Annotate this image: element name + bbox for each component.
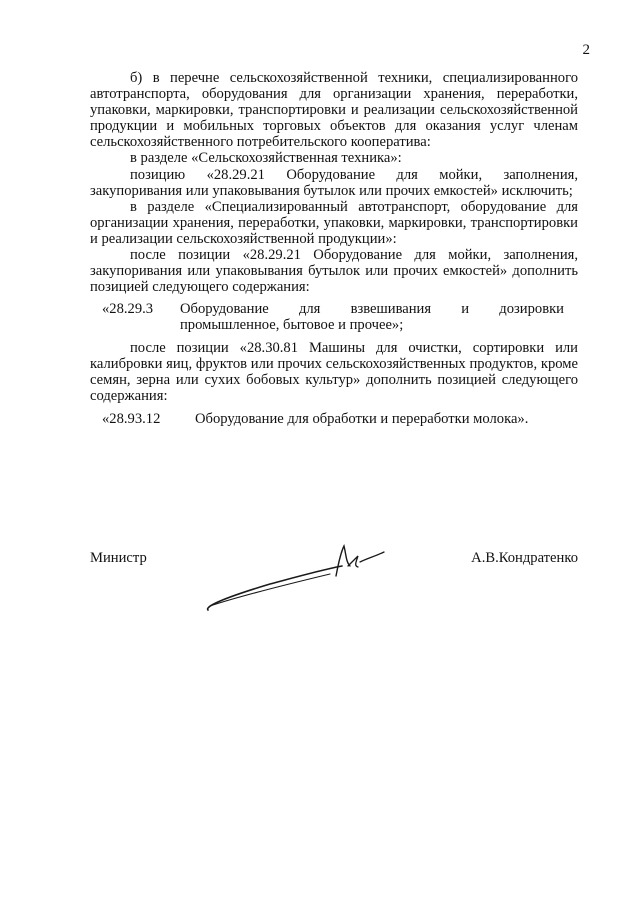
document-body — [90, 70, 578, 427]
position-description — [180, 301, 578, 333]
signatory-title: Министр — [90, 550, 147, 566]
signatory-name: А.В.Кондратенко — [471, 550, 578, 566]
paragraph-after-position-28-30-81: после позиции «28.30.81 Машины для очистки, сортировки или калибровки яиц, фруктов или прочих сельскохозяйственных продуктов, кроме семян, зерна или сухих бобовых культур» дополнить позицией следующего содержания: — [90, 339, 578, 404]
handwritten-signature-icon — [200, 536, 390, 616]
paragraph-section-special-transport: в разделе «Специализированный автотранспорт, оборудование для организации хранения, переработки, упаковки, маркировки, транспортировки и реализации сельскохозяйственной продукции»: — [90, 198, 578, 247]
position-code: «28.29.3 — [102, 301, 154, 318]
position-description: Оборудование для обработки и переработки молока». — [195, 410, 529, 427]
position-code: «28.93.12 — [102, 410, 161, 427]
paragraph-list-intro: б) в перечне сельскохозяйственной техники, специализированного автотранспорта, оборудования для организации хранения, переработки, упаковки, маркировки, транспортировки и реализации сельскохозяйственной продукции и мобильных торговых объектов для оказания услуг членам сельскохозяйственного потребительского кооператива: — [90, 70, 578, 151]
paragraph-exclude-position: позицию «28.29.21 Оборудование для мойки, заполнения, закупоривания или упаковывания бутылок или прочих емкостей» исключить; — [90, 166, 578, 199]
paragraph-after-position-28-29-21: после позиции «28.29.21 Оборудование для мойки, заполнения, закупоривания или упаковывания бутылок или прочих емкостей» дополнить позицией следующего содержания: — [90, 247, 578, 296]
new-position-entry-2 — [102, 411, 578, 427]
position-description-line: промышленное, бытовое и прочее»; — [180, 317, 404, 334]
position-description-line: Оборудование для взвешивания и дозировки — [180, 301, 564, 318]
page-number: 2 — [582, 42, 590, 58]
new-position-entry-1 — [102, 301, 578, 333]
paragraph-section-agri-machinery: в разделе «Сельскохозяйственная техника»: — [130, 150, 402, 167]
